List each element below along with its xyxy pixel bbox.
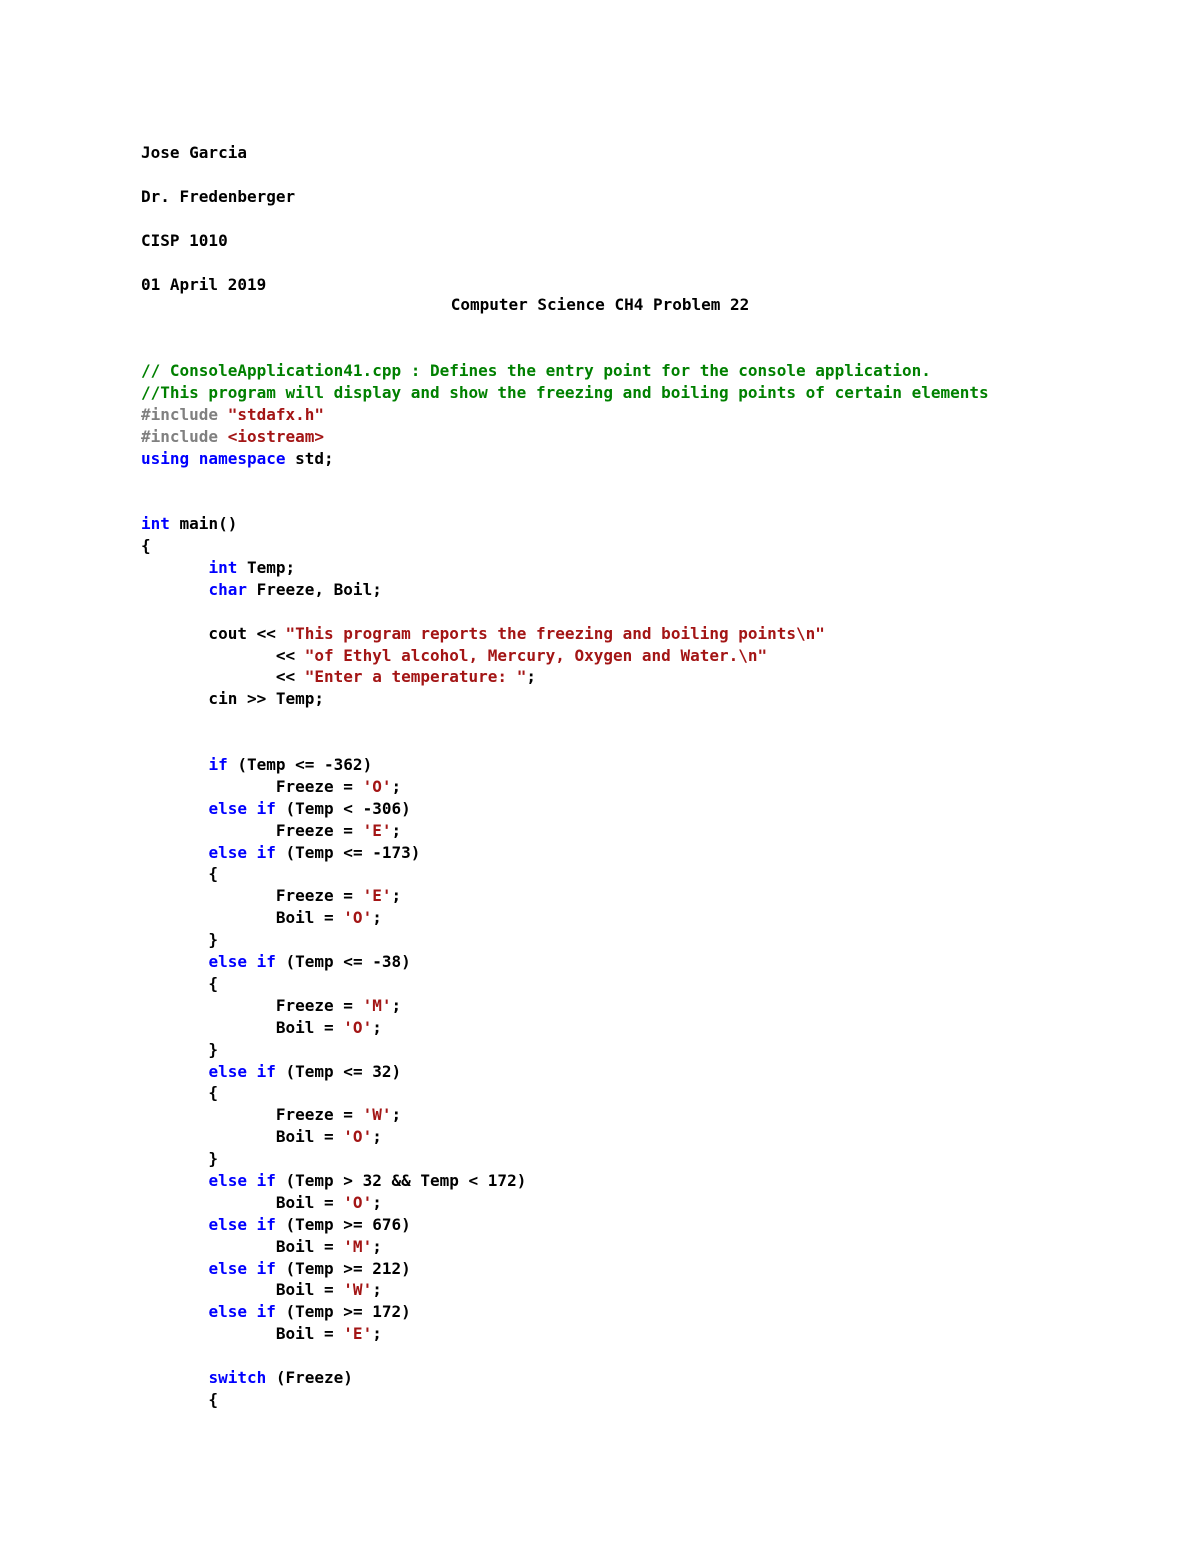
code-token: Freeze, Boil; (246, 579, 382, 599)
code-token: ; (372, 1280, 382, 1300)
code-token: else if (208, 798, 276, 818)
code-token: ; (391, 995, 402, 1015)
code-token: "This program reports the freezing and boiling points\n" (285, 623, 825, 643)
code-token: ; (391, 776, 402, 796)
code-token (141, 580, 208, 599)
code-line (141, 360, 989, 382)
code-token: 'O' (343, 1192, 373, 1212)
code-token: ; (391, 1105, 402, 1125)
code-token: 'E' (362, 820, 392, 840)
code-token: (Temp <= -173) (275, 842, 421, 862)
code-token: 'O' (343, 908, 373, 928)
code-line (141, 1345, 989, 1367)
code-line (141, 1148, 989, 1170)
code-token (141, 1062, 208, 1081)
code-token: else if (208, 952, 276, 972)
author-name: Jose Garcia (141, 143, 247, 162)
code-token: switch (208, 1367, 267, 1387)
code-token: Temp; (237, 558, 296, 578)
assignment-date: 01 April 2019 (141, 275, 267, 294)
code-line (141, 1214, 989, 1236)
code-token: else if (208, 842, 276, 862)
code-token: Freeze = (141, 776, 363, 796)
code-line (141, 1236, 989, 1258)
code-line (141, 1301, 989, 1323)
code-token: Boil = (141, 1192, 344, 1212)
code-token: (Temp <= -362) (227, 755, 373, 775)
code-line (141, 491, 989, 513)
code-token: #include (141, 426, 228, 446)
code-line (141, 579, 989, 601)
code-token: Freeze = (141, 820, 363, 840)
code-token: Boil = (141, 1017, 344, 1037)
code-token: (Temp >= 212) (275, 1258, 411, 1278)
code-line (141, 1323, 989, 1345)
code-token: else if (208, 1061, 276, 1081)
code-token: ; (372, 1236, 382, 1256)
code-token: cin >> Temp; (141, 689, 325, 709)
code-line (141, 732, 989, 754)
code-token: Freeze = (141, 1105, 363, 1125)
code-token: (Temp < -306) (275, 798, 411, 818)
code-line (141, 623, 989, 645)
code-token: << (141, 667, 305, 687)
code-token: 'O' (343, 1127, 373, 1147)
code-token: "of Ethyl alcohol, Mercury, Oxygen and Water.\n" (304, 645, 768, 665)
code-line (141, 666, 989, 688)
code-token: "Enter a temperature: " (304, 667, 527, 687)
code-token: } (141, 1149, 219, 1169)
code-token: (Temp >= 676) (275, 1214, 411, 1234)
code-line (141, 513, 989, 535)
code-line (141, 798, 989, 820)
code-line (141, 842, 989, 864)
code-line (141, 1082, 989, 1104)
code-line (141, 469, 989, 491)
code-token (141, 558, 208, 577)
code-line (141, 885, 989, 907)
code-token: 'M' (343, 1236, 373, 1256)
code-token (141, 952, 208, 971)
code-token: using namespace (141, 448, 286, 468)
code-token (141, 755, 208, 774)
code-line (141, 929, 989, 951)
code-token: 'W' (362, 1105, 392, 1125)
code-line (141, 1192, 989, 1214)
code-token: 'E' (362, 886, 392, 906)
code-token: { (141, 536, 151, 556)
code-line (141, 1170, 989, 1192)
code-line (141, 754, 989, 776)
code-line (141, 1017, 989, 1039)
code-line (141, 601, 989, 623)
code-token: (Temp > 32 && Temp < 172) (275, 1170, 527, 1190)
code-line (141, 1039, 989, 1061)
code-token: ; (372, 908, 382, 928)
document-title: Computer Science CH4 Problem 22 (450, 295, 750, 314)
code-token: Boil = (141, 1280, 344, 1300)
code-line (141, 1258, 989, 1280)
code-line (141, 710, 989, 732)
code-token: ; (526, 667, 536, 687)
code-line (141, 995, 989, 1017)
code-token: 'M' (362, 995, 392, 1015)
code-token: "stdafx.h" (227, 404, 325, 424)
code-token: } (141, 930, 219, 950)
code-line (141, 1367, 989, 1389)
code-token (141, 1259, 208, 1278)
code-line (141, 820, 989, 842)
code-line (141, 1061, 989, 1083)
code-line (141, 535, 989, 557)
code-line (141, 1279, 989, 1301)
code-token: else if (208, 1302, 276, 1322)
code-line (141, 557, 989, 579)
code-token: Freeze = (141, 995, 363, 1015)
code-token: <iostream> (227, 426, 325, 446)
code-token: int (141, 514, 170, 534)
code-token: Boil = (141, 1324, 344, 1344)
code-token: 'O' (343, 1017, 373, 1037)
code-token (141, 1171, 208, 1190)
code-token: 'O' (362, 776, 392, 796)
code-token (141, 1215, 208, 1234)
code-token: (Temp >= 172) (275, 1302, 411, 1322)
code-token: { (141, 864, 219, 884)
code-token: } (141, 1039, 219, 1059)
code-token: else if (208, 1170, 276, 1190)
code-token: { (141, 973, 219, 993)
code-token: int (208, 558, 238, 578)
code-token: ; (391, 886, 402, 906)
code-token: std; (285, 448, 334, 468)
code-token: { (141, 1083, 219, 1103)
code-token: << (141, 645, 305, 665)
code-token: if (208, 755, 228, 775)
instructor-name: Dr. Fredenberger (141, 187, 296, 206)
code-token: //This program will display and show the freezing and boiling points of certain elements (141, 382, 989, 402)
code-token: char (208, 579, 247, 599)
code-token: else if (208, 1214, 276, 1234)
code-token: Boil = (141, 1127, 344, 1147)
code-token (141, 799, 208, 818)
code-token: #include (141, 404, 228, 424)
code-token: 'W' (343, 1280, 373, 1300)
code-line (141, 973, 989, 995)
code-token: main() (169, 514, 238, 534)
code-token: Boil = (141, 908, 344, 928)
code-token (141, 1368, 208, 1387)
code-line (141, 404, 989, 426)
code-token: Boil = (141, 1236, 344, 1256)
code-token: { (141, 1389, 219, 1409)
code-line (141, 1126, 989, 1148)
course-code: CISP 1010 (141, 231, 228, 250)
code-line (141, 645, 989, 667)
code-line (141, 448, 989, 470)
code-line (141, 907, 989, 929)
code-line (141, 382, 989, 404)
code-token: (Temp <= -38) (275, 952, 411, 972)
code-token: Freeze = (141, 886, 363, 906)
code-token: ; (391, 820, 402, 840)
code-token: ; (372, 1017, 382, 1037)
code-token: else if (208, 1258, 276, 1278)
code-line (141, 688, 989, 710)
code-token: 'E' (343, 1324, 373, 1344)
code-token: ; (372, 1324, 382, 1344)
code-line (141, 863, 989, 885)
code-line (141, 1104, 989, 1126)
code-listing (141, 360, 989, 1411)
code-token: (Freeze) (266, 1367, 353, 1387)
code-line (141, 426, 989, 448)
code-token: ; (372, 1127, 382, 1147)
code-token: // ConsoleApplication41.cpp : Defines the entry point for the console application. (141, 361, 931, 380)
code-token (141, 843, 208, 862)
code-line (141, 1389, 989, 1411)
code-line (141, 776, 989, 798)
code-token: (Temp <= 32) (275, 1061, 402, 1081)
code-token: ; (372, 1192, 382, 1212)
code-token: cout << (141, 623, 286, 643)
code-line (141, 951, 989, 973)
code-token (141, 1302, 208, 1321)
